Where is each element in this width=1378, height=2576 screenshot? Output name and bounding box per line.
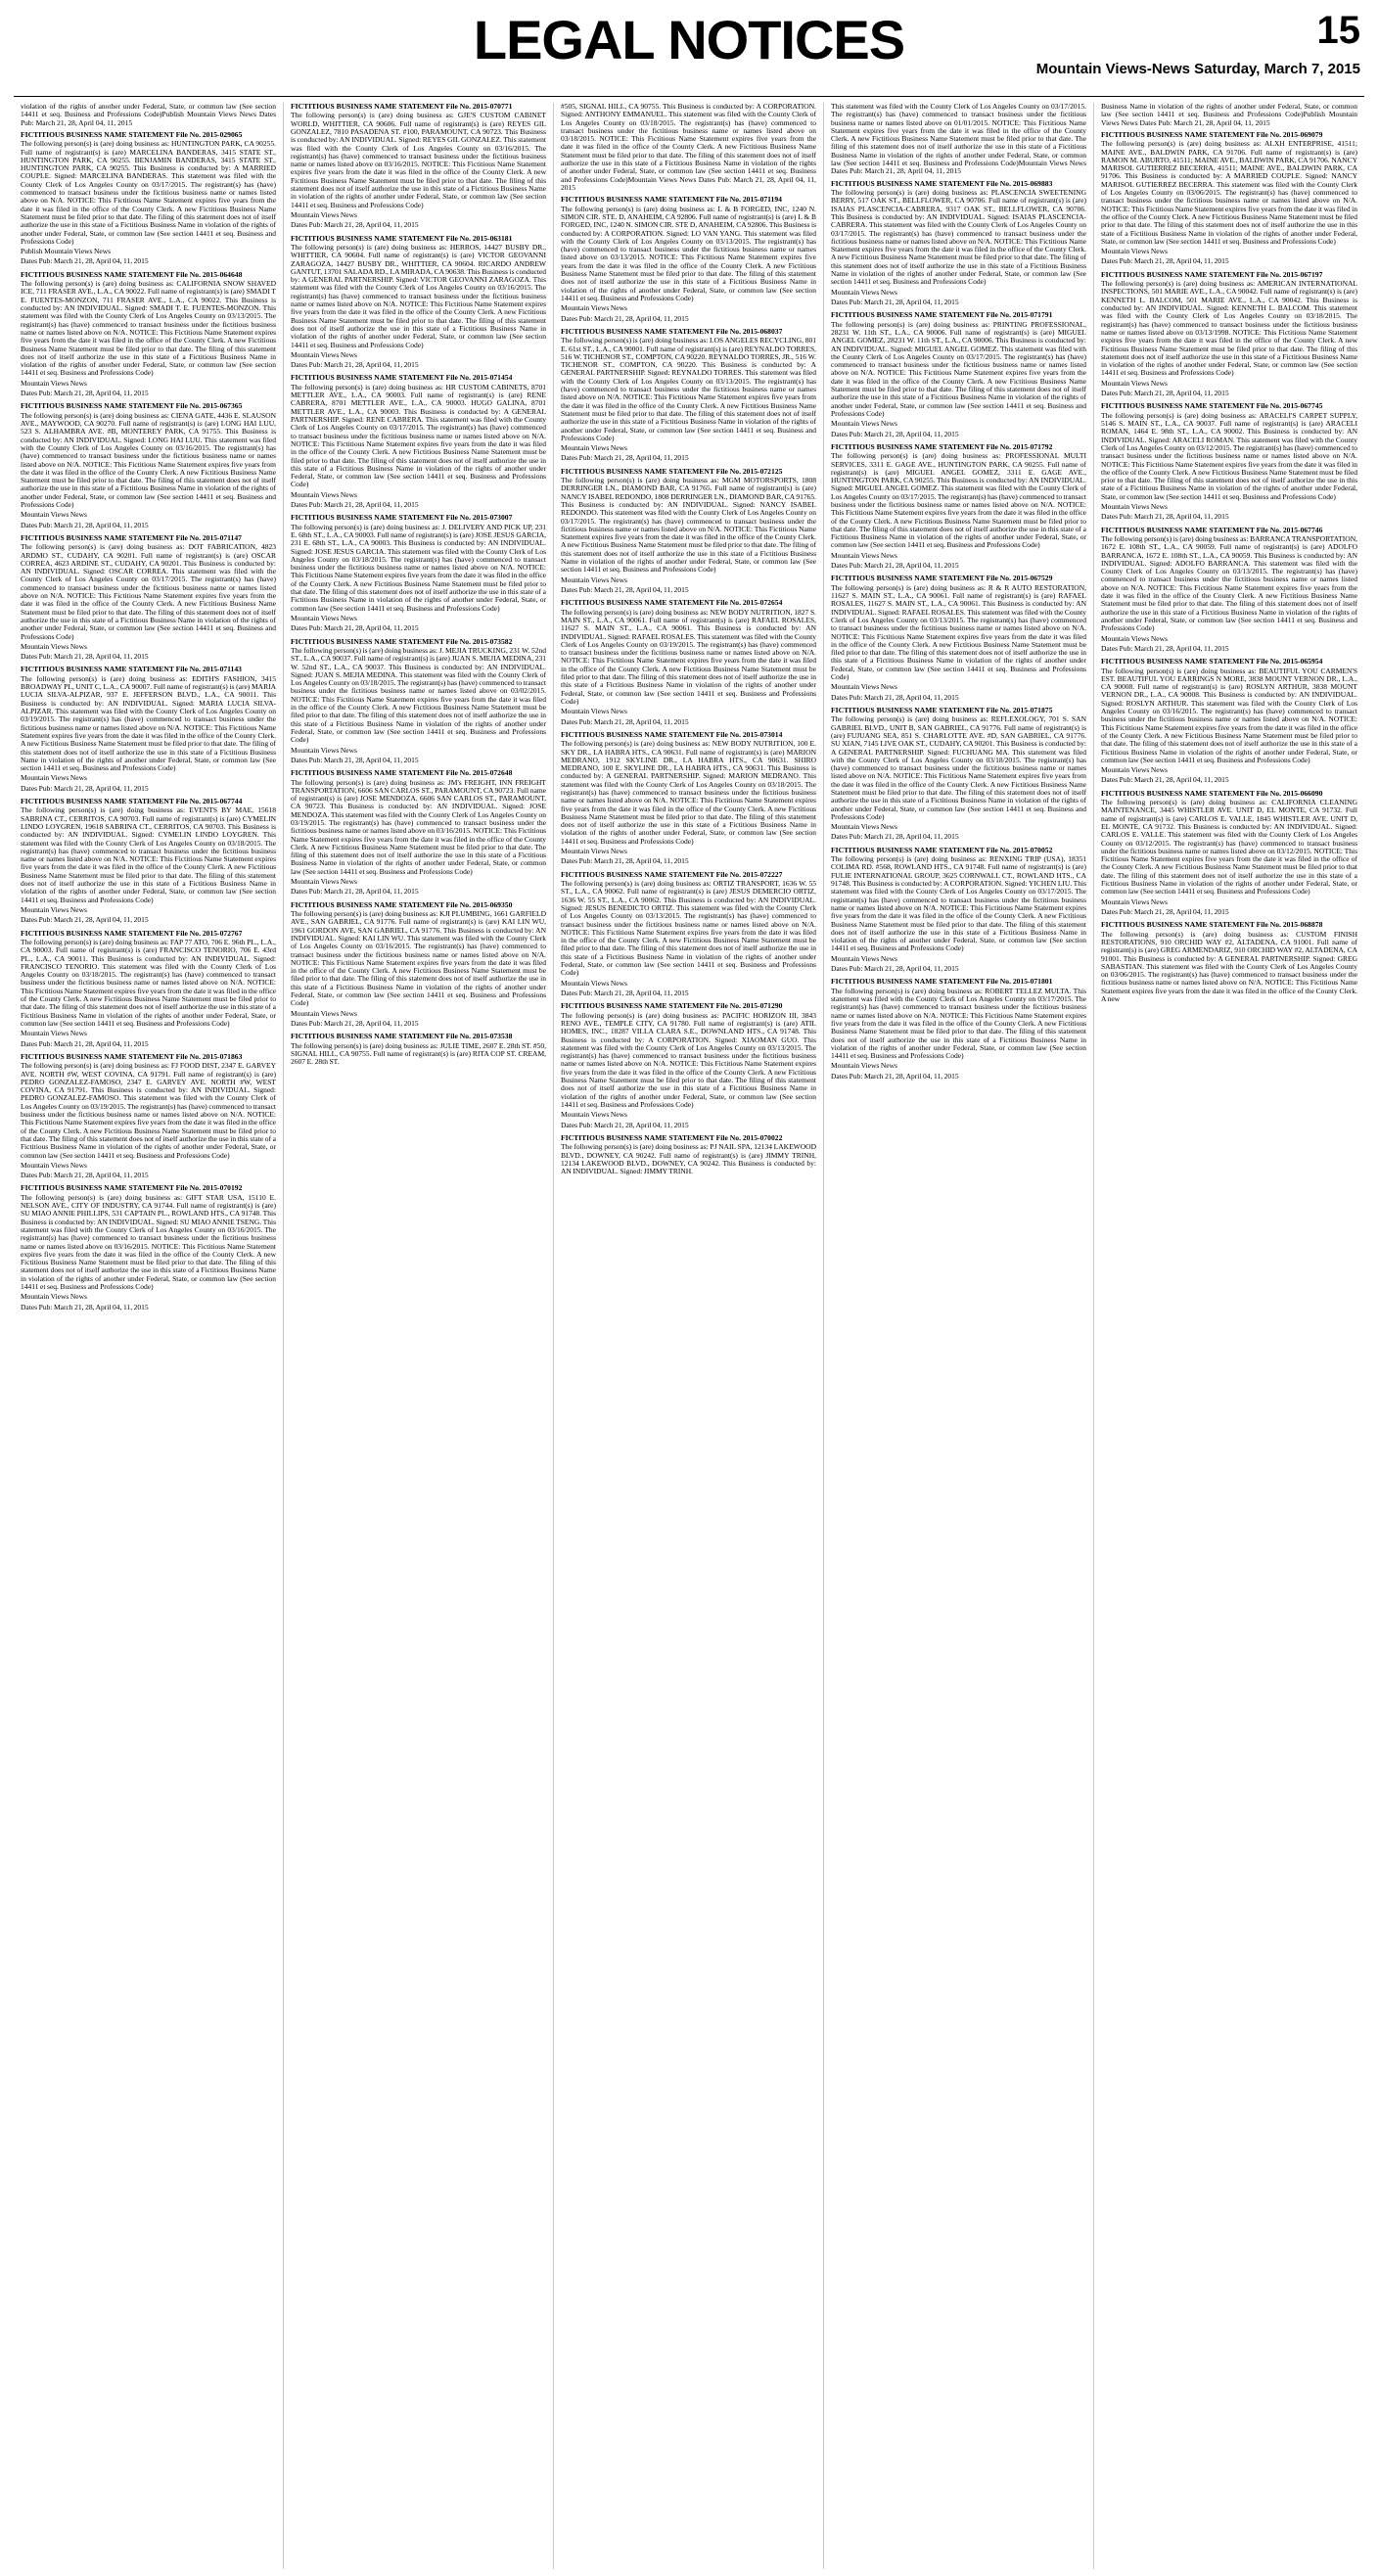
notice-dates: Dates Pub: March 21, 28, April 04, 11, 2015 [1101,389,1229,398]
notice-body: The following person(s) is (are) doing business as: AMERICAN INTERNATIONAL INSPECTIONS, 501 MARIE AVE., L.A., CA 90042. Full name of registrant(s) is (are) KENNETH L. BALCOM, 501 MARIE AVE., L.A., CA 90042. This Business is conducted by: AN INDIVIDUAL. Signed: KENNETH L. BALCOM. This statement was filed with the County Clerk of Los Angeles County on 03/18/2015. The registrant(s) has (have) commenced to transact business under the fictitious business name or names listed above on 03/13/1998. NOTICE: This Fictitious Name Statement expires five years from the date it was filed in the office of the County Clerk. A new Fictitious Business Name Statement must be filed prior to that date. The filing of this statement does not of itself authorize the use in this state of a Fictitious Business Name in violation of the rights of another under Federal, State, or common law (See section 14411 et seq. Business and Professions Code) [1101,279,1357,378]
notice-body: The following person(s) is (are) doing business as: CUSTOM FINISH RESTORATIONS, 910 ORCHID WAY #2, ALTADENA, CA 91001. Full name of registrant(s) is (are) GREG ARMENDARIZ, 910 ORCHID WAY #2, ALTADENA, CA 91001. This Business is conducted by: A GENERAL PARTNERSHIP. Signed: GREG SABASTIAN. This statement was filed with the County Clerk of Los Angeles County on 03/06/2015. The registrant(s) has (have) commenced to transact business under the fictitious business name or names listed above on N/A. NOTICE: This Fictitious Name Statement expires five years from the date it was filed in the office of the County Clerk. A new [1101,929,1357,1004]
column-5 [1094,103,1364,2569]
legal-notice [561,1002,816,1129]
notice-body: The following person(s) is (are) doing business as: ORTIZ TRANSPORT, 1636 W. 55 ST., L.A., CA 90062. Full name of registrant(s) is (are) JESUS DEMERCIO ORTIZ, 1636 W. 55 ST., L.A., CA 90062. This Business is conducted by: AN INDIVIDUAL. Signed: JESUS BENEDICTO ORTIZ. This statement was filed with the County Clerk of Los Angeles County on 03/13/2015. The registrant(s) has (have) commenced to transact business under the fictitious business name or names listed above on N/A. NOTICE: This Fictitious Name Statement expires five years from the date it was filed in the office of the County Clerk. A new Fictitious Business Name Statement must be filed prior to that date. The filing of this statement does not of itself authorize the use in this state of a Fictitious Business Name in violation of the rights of another under Federal, State, or common law (See section 14411 et seq. Business and Professions Code) [561,879,816,978]
legal-notice [1101,790,1357,917]
notice-dates: Dates Pub: March 21, 28, April 04, 11, 2015 [21,1171,149,1180]
notice-publisher: Mountain Views News [291,1008,357,1018]
notice-publisher: Mountain Views News [831,419,897,429]
legal-notice [831,311,1086,438]
notice-body: The following person(s) is (are) doing business as: MGM MOTORSPORTS, 1808 DERRINGER LN., DIAMOND BAR, CA 91765. Full name of registrant(s) is (are) NANCY ISABEL REDONDO, 1808 DERRINGER LN., DIAMOND BAR, CA 91765. This Business is conducted by: AN INDIVIDUAL. Signed: NANCY ISABEL REDONDO. This statement was filed with the County Clerk of Los Angeles County on 03/17/2015. The registrant(s) has (have) commenced to transact business under the fictitious business name or names listed above on N/A. NOTICE: This Fictitious Name Statement expires five years from the date it was filed in the office of the County Clerk. A new Fictitious Business Name Statement must be filed prior to that date. The filing of this statement does not of itself authorize the use in this state of a Fictitious Business Name in violation of the rights of another under Federal, State, or common law (See section 14411 et seq. Business and Professions Code) [561,476,816,575]
notice-dates: Dates Pub: March 21, 28, April 04, 11, 2015 [291,220,419,230]
notice-publisher: Mountain Views News [21,1160,87,1170]
notice-dates: Dates Pub: March 21, 28, April 04, 11, 2015 [21,256,149,266]
legal-notice [21,930,276,1048]
notice-body: The following person(s) is (are) doing business as: RENXING TRIP (USA), 18351 COLIMA RD. #568, ROWLAND HTS., CA 91748. Full name of registrant(s) is (are) FULIE INTERNATIONAL GROUP, 3625 CORNWALL CT., ROWLAND HTS., CA 91748. This Business is conducted by: A CORPORATION. Signed: YICHEN LIU. This statement was filed with the County Clerk of Los Angeles County on 03/17/2015. The registrant(s) has (have) commenced to transact business under the fictitious business name or names listed above on N/A. NOTICE: This Fictitious Name Statement expires five years from the date it was filed in the office of the County Clerk. A new Fictitious Business Name Statement must be filed prior to that date. The filing of this statement does not of itself authorize the use in this state of a Fictitious Business Name in violation of the rights of another under Federal, State, or common law (See section 14411 et seq. Business and Professions Code) [831,854,1086,953]
legal-notice [21,666,276,793]
notice-body: The following person(s) is (are) doing business as: PROFESSIONAL MULTI SERVICES, 3311 E. GAGE AVE., HUNTINGTON PARK, CA 90255. Full name of registrant(s) is (are) MIGUEL ANGEL GOMEZ, 3311 E. GAGE AVE., HUNTINGTON PARK, CA 90255. This Business is conducted by: AN INDIVIDUAL. Signed: MIGUEL ANGEL GOMEZ. This statement was filed with the County Clerk of Los Angeles County on 03/17/2015. The registrant(s) has (have) commenced to transact business under the fictitious business name or names listed above on N/A. NOTICE: This Fictitious Name Statement expires five years from the date it was filed in the office of the County Clerk. A new Fictitious Business Name Statement must be filed prior to that date. The filing of this statement does not of itself authorize the use in this state of a Fictitious Business Name in violation of the rights of another under Federal, State, or common law (See section 14411 et seq. Business and Professions Code) [831,451,1086,550]
notice-dates: Dates Pub: March 21, 28, April 04, 11, 2015 [291,623,419,633]
notice-heading: FICTITIOUS BUSINESS NAME STATEMENT File No. 2015-070052 [831,845,1053,854]
notice-heading: FICTITIOUS BUSINESS NAME STATEMENT File No. 2015-071863 [21,1051,243,1061]
legal-notice [561,468,816,595]
notice-body: The following person(s) is (are) doing business as: CALIFORNIA CLEANING MAINTENANCE, 3445 WHISTLER AVE. UNIT D, EL MONTE, CA 91732. Full name of registrant(s) is (are) CARLOS E. VALLE, 1845 WHISTLER AVE. UNIT D, EL MONTE, CA 91732. This Business is conducted by: AN INDIVIDUAL. Signed: CARLOS E. VALLE. This statement was filed with the County Clerk of Los Angeles County on 03/12/2015. The registrant(s) has (have) commenced to transact business under the fictitious business name or names listed above on 03/12/2015. NOTICE: This Fictitious Name Statement expires five years from the date it was filed in the office of the County Clerk. A new Fictitious Business Name Statement must be filed prior to that date. The filing of this statement does not of itself authorize the use in this state of a Fictitious Business Name in violation of the rights of another under Federal, State, or common law (See section 14411 et seq. Business and Professions Code) [1101,798,1357,897]
legal-notice [291,1033,546,1066]
notice-dates: Dates Pub: March 21, 28, April 04, 11, 2015 [291,887,419,897]
notice-dates: Dates Pub: March 21, 28, April 04, 11, 2015 [21,783,149,793]
publication-info: Mountain Views-News Saturday, March 7, 2015 [1035,61,1360,77]
notice-heading: FICTITIOUS BUSINESS NAME STATEMENT File No. 2015-071143 [21,665,242,674]
notice-heading: FICTITIOUS BUSINESS NAME STATEMENT File No. 2015-069350 [291,899,513,909]
legal-notice [1101,527,1357,654]
legal-notice [291,374,546,509]
notice-dates: Dates Pub: March 21, 28, April 04, 11, 2015 [831,692,959,702]
notice-publisher: Mountain Views News [831,1061,897,1071]
notice-publisher: Mountain Views News [21,904,87,914]
notice-heading: FICTITIOUS BUSINESS NAME STATEMENT File No. 2015-067529 [831,574,1053,583]
notice-publisher: Mountain Views News [831,682,897,692]
notice-publisher: Mountain Views News [831,287,897,297]
notice-dates: Dates Pub: March 21, 28, April 04, 11, 2015 [21,1038,149,1048]
notice-heading: FICTITIOUS BUSINESS NAME STATEMENT File No. 2015-073007 [291,513,513,523]
notice-publisher: Mountain Views News [561,303,627,313]
notice-heading: FICTITIOUS BUSINESS NAME STATEMENT File No. 2015-072648 [291,768,513,778]
notice-publisher: Publish Mountain Views News [21,247,112,256]
notice-body: The following person(s) is (are) doing business as: JULIE TIME, 2607 E. 28th ST. #50, SIGNAL HILL, CA 90755. Full name of registrant(s) is (are) RITA COP ST. CREAM, 2607 E. 28th ST. [291,1040,546,1067]
notice-heading: FICTITIOUS BUSINESS NAME STATEMENT File No. 2015-073582 [291,636,513,646]
legal-notice [291,103,546,230]
notice-dates: Dates Pub: March 21, 28, April 04, 11, 2015 [1101,643,1229,653]
legal-notice [1101,271,1357,398]
legal-notice [291,235,546,370]
notice-publisher: Mountain Views News [1101,765,1168,775]
notice-heading: FICTITIOUS BUSINESS NAME STATEMENT File No. 2015-070192 [21,1183,243,1193]
notice-heading: FICTITIOUS BUSINESS NAME STATEMENT File No. 2015-067746 [1101,525,1323,534]
notice-heading: FICTITIOUS BUSINESS NAME STATEMENT File No. 2015-070022 [561,1132,783,1142]
legal-notice [561,196,816,323]
notice-publisher: Mountain Views News [291,613,357,622]
notice-publisher: Mountain Views News [291,209,357,219]
legal-notice [291,514,546,632]
notice-heading: FICTITIOUS BUSINESS NAME STATEMENT File No. 2015-071194 [561,195,782,205]
notice-heading: FICTITIOUS BUSINESS NAME STATEMENT File No. 2015-072227 [561,869,783,879]
notice-heading: FICTITIOUS BUSINESS NAME STATEMENT File No. 2015-066090 [1101,788,1323,798]
notice-heading: FICTITIOUS BUSINESS NAME STATEMENT File No. 2015-069079 [1101,129,1323,139]
notice-publisher: Mountain Views News [831,550,897,560]
legal-notice [21,131,276,266]
notice-body: The following person(s) is (are) doing business as: J. DELIVERY AND PICK UP, 231 E. 68th ST., L.A., CA 90003. Full name of registrant(s) is (are) JOSE JESUS GARCIA, 231 E. 68th ST., L.A., CA 90003. This Business is conducted by: AN INDIVIDUAL. Signed: JOSE JESUS GARCIA. This statement was filed with the County Clerk of Los Angeles County on 03/18/2015. The registrant(s) has (have) commenced to transact business under the fictitious business name or names listed above on N/A. NOTICE: This Fictitious Name Statement expires five years from the date it was filed in the office of the County Clerk. A new Fictitious Business Name Statement must be filed prior to that date. The filing of this statement does not of itself authorize the use in this state of a Fictitious Business Name in violation of the rights of another under Federal, State, or common law (See section 14411 et seq. Business and Professions Code) [291,522,546,613]
notice-body: The following person(s) is (are) doing business as: HUNTINGTON PARK, CA 90255. Full name of registrant(s) is (are) MARCELINA BANDERAS, 3415 STATE ST., HUNTINGTON PARK, CA 90255. BENJAMIN BANDERAS, 3415 STATE ST., HUNTINGTON PARK, CA 90255. This Business is conducted by: A MARRIED COUPLE. Signed: MARCELINA BANDERAS. This statement was filed with the County Clerk of Los Angeles County on 03/17/2015. The registrant(s) has (have) commenced to transact business under the fictitious business name or names listed above on N/A. NOTICE: This Fictitious Name Statement expires five years from the date it was filed in the office of the County Clerk. A new Fictitious Business Name Statement must be filed prior to that date. The filing of this statement does not of itself authorize the use in this state of a Fictitious Business Name in violation of the rights of another under Federal, State, or common law (See section 14411 et seq. Business and Professions Code) [21,139,276,246]
notice-body: The following person(s) is (are) doing business as: FAP 77 ATO, 706 E. 96th PL., L.A., CA 90003. Full name of registrant(s) is (are) FRANCISCO TENORIO, 706 E. 43rd PL., L.A., CA 90011. This Business is conducted by: AN INDIVIDUAL. Signed: FRANCISCO TENORIO. This statement was filed with the County Clerk of Los Angeles County on 03/18/2015. The registrant(s) has (have) commenced to transact business under the fictitious business name or names listed above on N/A. NOTICE: This Fictitious Name Statement expires five years from the date it was filed in the office of the County Clerk. A new Fictitious Business Name Statement must be filed prior to that date. The filing of this statement does not of itself authorize the use in this state of a Fictitious Business Name in violation of the rights of another under Federal, State, or common law (See section 14411 et seq. Business and Professions Code) [21,937,276,1028]
continued-text: #505, SIGNAL HILL, CA 90755. This Business is conducted by: A CORPORATION. Signed: ANTHONY EMMANUEL. This statement was filed with the County Clerk of Los Angeles County on 03/18/2015. The registrant(s) has (have) commenced to transact business under the fictitious business name or names listed above on 03/18/2015. NOTICE: This Fictitious Name Statement expires five years from the date it was filed in the office of the County Clerk. A new Fictitious Business Name Statement must be filed prior to that date. The filing of this statement does not of itself authorize the use in this state of a Fictitious Business Name in violation of the rights of another under Federal, State, or common law (See section 14411 et seq. Business and Professions Code)Mountain Views News Dates Pub: March 21, 28, April 04, 11, 2015 [561,103,816,192]
notice-heading: FICTITIOUS BUSINESS NAME STATEMENT File No. 2015-067744 [21,797,243,805]
notice-dates: Dates Pub: March 21, 28, April 04, 11, 2015 [291,360,419,370]
notice-dates: Dates Pub: March 21, 28, April 04, 11, 2015 [561,716,689,726]
legal-notice [561,871,816,998]
notice-dates: Dates Pub: March 21, 28, April 04, 11, 2015 [561,856,689,866]
notice-heading: FICTITIOUS BUSINESS NAME STATEMENT File No. 2015-071875 [831,705,1053,714]
notice-body: The following person(s) is (are) doing business as: HR CUSTOM CABINETS, 8701 METTLER AVE., L.A., CA 90003. Full name of registrant(s) is (are) RENE CABRERA, 8701 METTLER AVE., L.A., CA 90003. HUGO GALINA, 8701 METTLER AVE., L.A., CA 90003. This Business is conducted by: A GENERAL PARTNERSHIP. Signed: RENE CABRERA. This statement was filed with the County Clerk of Los Angeles County on 03/17/2015. The registrant(s) has (have) commenced to transact business under the fictitious business name or names listed above on N/A. NOTICE: This Fictitious Name Statement expires five years from the date it was filed in the office of the County Clerk. A new Fictitious Business Name Statement must be filed prior to that date. The filing of this statement does not of itself authorize the use in this state of a Fictitious Business Name in violation of the rights of another under Federal, State, or common law (See section 14411 et seq. Business and Professions Code) [291,382,546,489]
notice-heading: FICTITIOUS BUSINESS NAME STATEMENT File No. 2015-068878 [1101,920,1323,930]
notice-dates: Dates Pub: March 21, 28, April 04, 11, 2015 [561,584,689,594]
notice-body: The following person(s) is (are) doing business as: ROBERT TELLEZ MULTA. This statement was filed with the County Clerk of Los Angeles County on 03/17/2015. The registrant(s) has (have) commenced to transact business under the fictitious business name or names listed above on N/A. NOTICE: This Fictitious Name Statement expires five years from the date it was filed in the office of the County Clerk. A new Fictitious Business Name Statement must be filed prior to that date. The filing of this statement does not of itself authorize the use in this state of a Fictitious Business Name in violation of the rights of another under Federal, State, or common law (See section 14411 et seq. Business and Professions Code) [831,986,1086,1061]
page-number: 15 [1316,9,1360,52]
continued-text: This statement was filed with the County Clerk of Los Angeles County on 03/17/2015. The registrant(s) has (have) commenced to transact business under the fictitious business name or names listed above on 01/01/2015. NOTICE: This Fictitious Name Statement expires five years from the date it was filed in the office of the County Clerk. A new Fictitious Business Name Statement must be filed prior to that date. The filing of this statement does not of itself authorize the use in this state of a Fictitious Business Name in violation of the rights of another under Federal, State, or common law (See section 14411 et seq. Business and Professions Code)Mountain Views News Dates Pub: March 21, 28, April 04, 11, 2015 [831,103,1086,176]
notice-body: The following person(s) is (are) doing business as: ALXH ENTERPRISE, 41511; MAINE AVE., BALDWIN PARK, CA 91706. Full name of registrant(s) is (are) RAMON M. ABURTO, 41511; MAINE AVE., BALDWIN PARK, CA 91706. NANCY MARISOL GUTIERREZ BECERRA, 41511; MAINE AVE., BALDWIN PARK, CA 91706. This Business is conducted by: A MARRIED COUPLE. Signed: NANCY MARISOL GUTIERREZ BECERRA. This statement was filed with the County Clerk of Los Angeles County on 03/06/2015. The registrant(s) has (have) commenced to transact business under the fictitious business name or names listed above on N/A. NOTICE: This Fictitious Name Statement expires five years from the date it was filed in the office of the County Clerk. A new Fictitious Business Name Statement must be filed prior to that date. The filing of this statement does not of itself authorize the use in this state of a Fictitious Business Name in violation of the rights of another under Federal, State, or common law (See section 14411 et seq. Business and Professions Code) [1101,139,1357,246]
notice-heading: FICTITIOUS BUSINESS NAME STATEMENT File No. 2015-072654 [561,598,783,608]
notice-heading: FICTITIOUS BUSINESS NAME STATEMENT File No. 2015-071791 [831,310,1053,320]
header-divider [14,96,1364,97]
notice-body: The following person(s) is (are) doing business as: FJ FOOD DIST, 2347 E. GARVEY AVE. NORTH #W, WEST COVINA, CA 91791. Full name of registrant(s) is (are) PEDRO GONZALEZ-FAMOSO, 2347 E. GARVEY AVE. NORTH #W, WEST COVINA, CA 91791. This Business is conducted by: AN INDIVIDUAL. Signed: PEDRO GONZALEZ-FAMOSO. This statement was filed with the County Clerk of Los Angeles County on 03/19/2015. The registrant(s) has (have) commenced to transact business under the fictitious business name or names listed above on N/A. NOTICE: This Fictitious Name Statement expires five years from the date it was filed in the office of the County Clerk. A new Fictitious Business Name Statement must be filed prior to that date. The filing of this statement does not of itself authorize the use in this state of a Fictitious Business Name in violation of the rights of another under Federal, State, or common law (See section 14411 et seq. Business and Professions Code) [21,1061,276,1160]
notice-heading: FICTITIOUS BUSINESS NAME STATEMENT File No. 2015-071147 [21,532,242,542]
legal-notice [21,1053,276,1180]
notice-body: The following person(s) is (are) doing business as: CALIFORNIA SNOW SHAVED ICE, 711 FRASER AVE., L.A., CA 90022. Full name of registrant(s) is (are) SMADI T E. FUENTES-MONZON, 711 FRASER AVE., L.A., CA 90022. This Business is conducted by: AN INDIVIDUAL. Signed: SMADI T. E. FUENTES-MONZON. This statement was filed with the County Clerk of Los Angeles County on 03/13/2015. The registrant(s) has (have) commenced to transact business under the fictitious business name or names listed above on N/A. NOTICE: This Fictitious Name Statement expires five years from the date it was filed in the office of the County Clerk. A new Fictitious Business Name Statement must be filed prior to that date. The filing of this statement does not of itself authorize the use in this state of a Fictitious Business Name in violation of the rights of another under Federal, State, or common law (See section 14411 et seq. Business and Professions Code) [21,279,276,378]
notice-publisher: Mountain Views News [561,847,627,856]
notice-body: The following person(s) is (are) doing business as: JM's FREIGHT, INN FREIGHT TRANSPORTATION, 6606 SAN CARLOS ST., PARAMOUNT, CA 90723. Full name of registrant(s) is (are) JOSE MENDOZA, 6606 SAN CARLOS ST., PARAMOUNT, CA 90723. This Business is conducted by: AN INDIVIDUAL. Signed: JOSE MENDOZA. This statement was filed with the County Clerk of Los Angeles County on 03/19/2015. The registrant(s) has (have) commenced to transact business under the fictitious business name or names listed above on 03/16/2015. NOTICE: This Fictitious Name Statement expires five years from the date it was filed in the office of the County Clerk. A new Fictitious Business Name Statement must be filed prior to that date. The filing of this statement does not of itself authorize the use in this state of a Fictitious Business Name in violation of the rights of another under Federal, State, or common law (See section 14411 et seq. Business and Professions Code) [291,777,546,876]
notice-publisher: Mountain Views News [561,575,627,584]
notice-publisher: Mountain Views News [561,1110,627,1120]
notice-body: The following person(s) is (are) doing business as: CIENA GATE, 4436 E. SLAUSON AVE., MAYWOOD, CA 90270. Full name of registrant(s) is (are) LONG HAI LUU, 523 S. ALHAMBRA AVE. #B, MONTEREY PARK, CA 91755. This Business is conducted by: AN INDIVIDUAL. Signed: LONG HAI LUU. This statement was filed with the County Clerk of Los Angeles County on 03/16/2015. The registrant(s) has (have) commenced to transact business under the fictitious business name or names listed above on N/A. NOTICE: This Fictitious Name Statement expires five years from the date it was filed in the office of the County Clerk. A new Fictitious Business Name Statement must be filed prior to that date. The filing of this statement does not of itself authorize the use in this state of a Fictitious Business Name in violation of the rights of another under Federal, State, or common law (See section 14411 et seq. Business and Professions Code) [21,410,276,509]
notice-heading: FICTITIOUS BUSINESS NAME STATEMENT File No. 2015-072125 [561,466,783,476]
legal-notice [561,599,816,726]
notice-heading: FICTITIOUS BUSINESS NAME STATEMENT File No. 2015-064648 [21,269,243,279]
notice-body: The following person(s) is (are) doing business as: PACIFIC HORIZON III, 3843 RENO AVE., TEMPLE CITY, CA 91780. Full name of registrant(s) is (are) ATIL HOMES, INC., 18287 VILLA CLARA S.E., DOWNLAND HTS., CA 91748. This Business is conducted by: A CORPORATION. Signed: XIAOMAN GUO. This statement was filed with the County Clerk of Los Angeles County on 03/13/2015. The registrant(s) has (have) commenced to transact business under the fictitious business name or names listed above on N/A. NOTICE: This Fictitious Name Statement expires five years from the date it was filed in the office of the County Clerk. A new Fictitious Business Name Statement must be filed prior to that date. The filing of this statement does not of itself authorize the use in this state of a Fictitious Business Name in violation of the rights of another under Federal, State, or common law (See section 14411 et seq. Business and Professions Code) [561,1010,816,1109]
notice-heading: FICTITIOUS BUSINESS NAME STATEMENT File No. 2015-073014 [561,729,783,739]
legal-notice [831,707,1086,842]
notice-publisher: Mountain Views News [291,349,357,359]
legal-notice [21,402,276,529]
notice-body: The following person(s) is (are) doing business as: NEW BODY NUTRITION, 100 E. SKY DR., LA HABRA HTS., CA 90631. Full name of registrant(s) is (are) MARION MEDRANO, 1912 SKYLINE DR., LA HABRA HTS., CA 90631. SHIRO MEDRANO, 100 E. SKYLINE DR., LA HABRA HTS., CA 90631. This Business is conducted by: A GENERAL PARTNERSHIP. Signed: MARION MEDRANO. This statement was filed with the County Clerk of Los Angeles County on 03/18/2015. The registrant(s) has (have) commenced to transact business under the fictitious business name or names listed above on N/A. NOTICE: This Fictitious Name Statement expires five years from the date it was filed in the office of the County Clerk. A new Fictitious Business Name Statement must be filed prior to that date. The filing of this statement does not of itself authorize the use in this state of a Fictitious Business Name in violation of the rights of another under Federal, State, or common law (See section 14411 et seq. Business and Professions Code) [561,739,816,846]
notice-heading: FICTITIOUS BUSINESS NAME STATEMENT File No. 2015-070771 [291,103,513,111]
notice-dates: Dates Pub: March 21, 28, April 04, 11, 2015 [831,964,959,974]
notice-dates: Dates Pub: March 21, 28, April 04, 11, 2015 [831,1071,959,1081]
notice-dates: Dates Pub: March 21, 28, April 04, 11, 2015 [831,832,959,842]
notice-dates: Dates Pub: March 21, 28, April 04, 11, 2015 [21,389,149,398]
notice-publisher: Mountain Views News [291,877,357,887]
notice-dates: Dates Pub: March 21, 28, April 04, 11, 2015 [291,755,419,764]
notice-body: The following person(s) is (are) doing business as: PRINTING PROFESSIONAL, 28231 W. 11th ST., L.A., CA 90006. Full name of registrant(s) is (are) MIGUEL ANGEL GOMEZ, 28231 W. 11th ST., L.A., CA 90006. This Business is conducted by: AN INDIVIDUAL. Signed: MIGUEL ANGEL GOMEZ. This statement was filed with the County Clerk of Los Angeles County on 03/17/2015. The registrant(s) has (have) commenced to transact business under the fictitious business name or names listed above on N/A. NOTICE: This Fictitious Name Statement expires five years from the date it was filed in the office of the County Clerk. A new Fictitious Business Name Statement must be filed prior to that date. The filing of this statement does not of itself authorize the use in this state of a Fictitious Business Name in violation of the rights of another under Federal, State, or common law (See section 14411 et seq. Business and Professions Code) [831,319,1086,418]
notice-dates: Dates Pub: March 21, 28, April 04, 11, 2015 [561,988,689,997]
notice-publisher: Mountain Views News [1101,633,1168,643]
notice-body: The following person(s) is (are) doing business as: GJE'S CUSTOM CABINET WORLD, WHITTIER, CA 90606. Full name of registrant(s) is (are) REYES GIL GONZALEZ, 7810 PASADENA ST. #100, PARAMOUNT, CA 90723. This Business is conducted by: AN INDIVIDUAL. Signed: REYES GIL GONZALEZ. This statement was filed with the County Clerk of Los Angeles County on 03/16/2015. The registrant(s) has (have) commenced to transact business under the fictitious business name or names listed above on 03/16/2015. NOTICE: This Fictitious Name Statement expires five years from the date it was filed in the office of the County Clerk. A new Fictitious Business Name Statement must be filed prior to that date. The filing of this statement does not of itself authorize the use in this state of a Fictitious Business Name in violation of the rights of another under Federal, State, or common law (See section 14411 et seq. Business and Professions Code) [291,111,546,209]
column-3 [554,103,824,2569]
legal-notice [1101,402,1357,521]
notice-heading: FICTITIOUS BUSINESS NAME STATEMENT File No. 2015-071454 [291,373,513,383]
notice-dates: Dates Pub: March 21, 28, April 04, 11, 2015 [561,453,689,463]
notice-body: The following person(s) is (are) doing business as: LOS ANGELES RECYCLING, 801 E. 61st ST., L.A., CA 90001. Full name of registrant(s) is (are) REYNALDO TORRES, 516 W. TICHENOR ST., COMPTON, CA 90220. REYNALDO TORRES, JR., 516 W. TICHENOR ST., COMPTON, CA 90220. This Business is conducted by: A GENERAL PARTNERSHIP. Signed: REYNALDO TORRES. This statement was filed with the County Clerk of Los Angeles County on 03/13/2015. The registrant(s) has (have) commenced to transact business under the fictitious business name or names listed above on N/A. NOTICE: This Fictitious Name Statement expires five years from the date it was filed in the office of the County Clerk. A new Fictitious Business Name Statement must be filed prior to that date. The filing of this statement does not of itself authorize the use in this state of a Fictitious Business Name in violation of the rights of another under Federal, State, or common law (See section 14411 et seq. Business and Professions Code) [561,336,816,442]
notice-publisher: Mountain Views News [21,773,87,783]
notice-publisher: Mountain Views News [21,1029,87,1038]
notice-publisher: Mountain Views News [21,510,87,520]
notice-heading: FICTITIOUS BUSINESS NAME STATEMENT File No. 2015-067197 [1101,269,1323,279]
legal-notice [561,731,816,866]
notice-body: The following person(s) is (are) doing business as: ARACELI'S CARPET SUPPLY, 5146 S. MAIN ST., L.A., CA 90037. Full name of registrant(s) is (are) ARACELI ROMAN, 1464 E. 98th ST., L.A., CA 90002. This Business is conducted by: AN INDIVIDUAL. Signed: ARACELI ROMAN. This statement was filed with the County Clerk of Los Angeles County on 03/12/2015. The registrant(s) has (have) commenced to transact business under the fictitious business name or names listed above on N/A. NOTICE: This Fictitious Name Statement expires five years from the date it was filed in the office of the County Clerk. A new Fictitious Business Name Statement must be filed prior to that date. The filing of this statement does not of itself authorize the use in this state of a Fictitious Business Name in violation of the rights of another under Federal, State, or common law (See section 14411 et seq. Business and Professions Code) [1101,410,1357,501]
notice-heading: FICTITIOUS BUSINESS NAME STATEMENT File No. 2015-068037 [561,326,783,336]
notice-publisher: Mountain Views News [561,707,627,716]
notice-heading: FICTITIOUS BUSINESS NAME STATEMENT File No. 2015-071792 [831,441,1053,451]
notice-publisher: Mountain Views News [1101,897,1168,906]
notice-body: The following person(s) is (are) doing business as: J. MEJIA TRUCKING, 231 W. 52nd ST., L.A., CA 90037. Full name of registrant(s) is (are) JUAN S. MEJIA MEDINA, 231 W. 52nd ST., L.A., CA 90037. This Business is conducted by: AN INDIVIDUAL. Signed: JUAN S. MEJIA MEDINA. This statement was filed with the County Clerk of Los Angeles County on 03/18/2015. The registrant(s) has (have) commenced to transact business under the fictitious business name or names listed above on 03/02/2015. NOTICE: This Fictitious Name Statement expires five years from the date it was filed in the office of the County Clerk. A new Fictitious Business Name Statement must be filed prior to that date. The filing of this statement does not of itself authorize the use in this state of a Fictitious Business Name in violation of the rights of another under Federal, State, or common law (See section 14411 et seq. Business and Professions Code) [291,645,546,745]
notice-heading: FICTITIOUS BUSINESS NAME STATEMENT File No. 2015-071801 [831,977,1053,987]
notice-columns [14,103,1364,2569]
notice-body: The following person(s) is (are) doing business as: PLASCENCIA SWEETENING BERRY, 517 OAK ST., BELLFLOWER, CA 90706. Full name of registrant(s) is (are) ISAIAS PLASCENCIA-CABRERA, 9317 OAK ST., BELLFLOWER, CA 90706. This Business is conducted by: AN INDIVIDUAL. Signed: ISAIAS PLASCENCIA-CABRERA. This statement was filed with the County Clerk of Los Angeles County on 03/17/2015. The registrant(s) has (have) commenced to transact business under the fictitious business name or names listed above on N/A. NOTICE: This Fictitious Name Statement expires five years from the date it was filed in the office of the County Clerk. A new Fictitious Business Name Statement must be filed prior to that date. The filing of this statement does not of itself authorize the use in this state of a Fictitious Business Name in violation of the rights of another under Federal, State, or common law (See section 14411 et seq. Business and Professions Code) [831,188,1086,287]
notice-dates: Dates Pub: March 21, 28, April 04, 11, 2015 [291,1018,419,1028]
notice-dates: Dates Pub: March 21, 28, April 04, 11, 2015 [1101,512,1229,522]
notice-body: The following person(s) is (are) doing business as: EVENTS BY MAE, 15618 SABRINA CT., CERRITOS, CA 90703. Full name of registrant(s) is (are) CYMELIN LINDO LOYGREN, 19618 SABRINA CT., CERRITOS, CA 90703. This Business is conducted by: AN INDIVIDUAL. Signed: CYMELIN LINDO LOYGREN. This statement was filed with the County Clerk of Los Angeles County on 03/18/2015. The registrant(s) has (have) commenced to transact business under the fictitious business name or names listed above on N/A. NOTICE: This Fictitious Name Statement expires five years from the date it was filed in the office of the County Clerk. A new Fictitious Business Name Statement must be filed prior to that date. The filing of this statement does not of itself authorize the use in this state of a Fictitious Business Name in violation of the rights of another under Federal, State, or common law (See section 14411 et seq. Business and Professions Code) [21,805,276,904]
legal-notice [831,978,1086,1081]
legal-notice [21,798,276,925]
notice-heading: FICTITIOUS BUSINESS NAME STATEMENT File No. 2015-065954 [1101,657,1323,667]
notice-publisher: Mountain Views News [561,978,627,988]
legal-notice [21,1184,276,1311]
notice-publisher: Mountain Views News [21,641,87,651]
notice-dates: Dates Pub: March 21, 28, April 04, 11, 2015 [21,652,149,662]
notice-dates: Dates Pub: March 21, 28, April 04, 11, 2015 [831,297,959,306]
legal-notice [21,534,276,662]
notice-body: The following person(s) is (are) doing business as: PJ NAIL SPA, 12134 LAKEWOOD BLVD., DOWNEY, CA 90242. Full name of registrant(s) is (are) JIMMY TRINH, 12134 LAKEWOOD BLVD., DOWNEY, CA 90242. This Business is conducted by: AN INDIVIDUAL. Signed: JIMMY TRINH. [561,1142,816,1176]
notice-body: The following person(s) is (are) doing business as: REFLEXOLOGY, 701 S. SAN GABRIEL BLVD., UNIT B, SAN GABRIEL, CA 91776. Full name of registrant(s) is (are) FUJUANG SEA, 851 S. CHARLOTTE AVE. #D, SAN GABRIEL, CA 91776. SU XIAN, 7145 LIVE OAK ST., CUDAHY, CA 90201. This Business is conducted by: A GENERAL PARTNERSHIP. Signed: FUCHUANG MA. This statement was filed with the County Clerk of Los Angeles County on 03/18/2015. The registrant(s) has (have) commenced to transact business under the fictitious business name or names listed above on N/A. NOTICE: This Fictitious Name Statement expires five years from the date it was filed in the office of the County Clerk. A new Fictitious Business Name Statement must be filed prior to that date. The filing of this statement does not of itself authorize the use in this state of a Fictitious Business Name in violation of the rights of another under Federal, State, or common law (See section 14411 et seq. Business and Professions Code) [831,714,1086,821]
legal-notice [831,847,1086,974]
notice-dates: Dates Pub: March 21, 28, April 04, 11, 2015 [21,1302,149,1311]
column-2 [284,103,554,2569]
legal-notice [1101,921,1357,1003]
notice-dates: Dates Pub: March 21, 28, April 04, 11, 2015 [1101,775,1229,785]
notice-body: The following person(s) is (are) doing business as: L & B FORGED, INC, 1240 N. SIMON CIR. STE. D, ANAHEIM, CA 92806. Full name of registrant(s) is (are) L & B FORGED, INC, 1240 N. SIMON CIR. STE D, ANAHEIM, CA 92806. This Business is conducted by: A CORPORATION. Signed: LO VAN YANG. This statement was filed with the County Clerk of Los Angeles County on 03/13/2015. The registrant(s) has (have) commenced to transact business under the fictitious business name or names listed above on 03/13/2015. NOTICE: This Fictitious Name Statement expires five years from the date it was filed in the office of the County Clerk. A new Fictitious Business Name Statement must be filed prior to that date. The filing of this statement does not of itself authorize the use in this state of a Fictitious Business Name in violation of the rights of another under Federal, State, or common law (See section 14411 et seq. Business and Professions Code) [561,204,816,302]
notice-body: The following person(s) is (are) doing business as: BEAUTIFUL YOU CARMEN'S EST. BEAUTIFUL YOU EARRINGS N MORE, 3838 MOUNT VERNON DR., L.A., CA 90008. Full name of registrant(s) is (are) ROSLYN ARTHUR, 3838 MOUNT VERNON DR., L.A., CA 90008. This Business is conducted by: AN INDIVIDUAL. Signed: ROSLYN ARTHUR. This statement was filed with the County Clerk of Los Angeles County on 03/16/2015. The registrant(s) has (have) commenced to transact business under the fictitious business name or names listed above on N/A. NOTICE: This Fictitious Name Statement expires five years from the date it was filed in the office of the County Clerk. A new Fictitious Business Name Statement must be filed prior to that date. The filing of this statement does not of itself authorize the use in this state of a Fictitious Business Name in violation of the rights of another under Federal, State, or common law (See section 14411 et seq. Business and Professions Code) [1101,666,1357,764]
legal-notice [831,443,1086,571]
notice-body: The following person(s) is (are) doing business as: HERROS, 14427 BUSBY DR., WHITTIER, CA 90604. Full name of registrant(s) is (are) VICTOR GEOVANNI ZARAGOZA, 14427 BUSBY DR., WHITTIER, CA 90604. RICARDO ANDREW GANTUT, 13701 SALADA RD., LA MIRADA, CA 90638. This Business is conducted by: A GENERAL PARTNERSHIP. Signed: VICTOR GEOVANNI ZARAGOZA. This statement was filed with the County Clerk of Los Angeles County on 03/16/2015. The registrant(s) has (have) commenced to transact business under the fictitious business name or names listed above on N/A. NOTICE: This Fictitious Name Statement expires five years from the date it was filed in the office of the County Clerk. A new Fictitious Business Name Statement must be filed prior to that date. The filing of this statement does not of itself authorize the use in this state of a Fictitious Business Name in violation of the rights of another under Federal, State, or common law (See section 14411 et seq. Business and Professions Code) [291,242,546,349]
legal-notice [21,271,276,398]
notice-body: The following person(s) is (are) doing business as: GIFT STAR USA, 15110 E. NELSON AVE., CITY OF INDUSTRY, CA 91744. Full name of registrant(s) is (are) SU MIAO ANNIE PHILLIPS, 531 CAPTAIN PL., ROWLAND HTS., CA 91748. This Business is conducted by: AN INDIVIDUAL. Signed: SU MIAO ANNIE TSENG. This statement was filed with the County Clerk of Los Angeles County on 03/16/2015. The registrant(s) has (have) commenced to transact business under the fictitious business name or names listed above on 03/16/2015. NOTICE: This Fictitious Name Statement expires five years from the date it was filed in the office of the County Clerk. A new Fictitious Business Name Statement must be filed prior to that date. The filing of this statement does not of itself authorize the use in this state of a Fictitious Business Name in violation of the rights of another under Federal, State, or common law (See section 14411 et seq. Business and Professions Code) [21,1192,276,1292]
notice-body: The following person(s) is (are) doing business as: DOT FABRICATION, 4823 ARDMO ST., CUDAHY, CA 90201. Full name of registrant(s) is (are) OSCAR CORREA, 4623 ARDINE ST., CUDAHY, CA 90201. This Business is conducted by: AN INDIVIDUAL. Signed: OSCAR CORREA. This statement was filed with the County Clerk of Los Angeles County on 03/17/2015. The registrant(s) has (have) commenced to transact business under the fictitious business name or names listed above on N/A. NOTICE: This Fictitious Name Statement expires five years from the date it was filed in the office of the County Clerk. A new Fictitious Business Name Statement must be filed prior to that date. The filing of this statement does not of itself authorize the use in this state of a Fictitious Business Name in violation of the rights of another under Federal, State, or common law (See section 14411 et seq. Business and Professions Code) [21,542,276,641]
legal-notice [561,1134,816,1176]
notice-publisher: Mountain Views News [1101,501,1168,511]
notice-heading: FICTITIOUS BUSINESS NAME STATEMENT File No. 2015-029065 [21,129,243,139]
notice-publisher: Mountain Views News [291,745,357,755]
masthead [14,10,1364,94]
column-1 [14,103,284,2569]
notice-heading: FICTITIOUS BUSINESS NAME STATEMENT File No. 2015-073538 [291,1032,513,1041]
notice-publisher: Mountain Views News [831,953,897,963]
notice-body: The following person(s) is (are) doing business as: EDITH'S FASHION, 3415 BROADWAY PL, UNIT C, L.A., CA 90007. Full name of registrant(s) is (are) MARIA LUCIA SILVA-ALPIZAR, 937 E. JEFFERSON BLVD., L.A., CA 90011. This Business is conducted by: AN INDIVIDUAL. Signed: MARIA LUCIA SILVA-ALPIZAR. This statement was filed with the County Clerk of Los Angeles County on 03/19/2015. The registrant(s) has (have) commenced to transact business under the fictitious business name or names listed above on N/A. NOTICE: This Fictitious Name Statement expires five years from the date it was filed in the office of the County Clerk. A new Fictitious Business Name Statement must be filed prior to that date. The filing of this statement does not of itself authorize the use in this state of a Fictitious Business Name in violation of the rights of another under Federal, State, or common law (See section 14411 et seq. Business and Professions Code) [21,673,276,773]
legal-notice [291,901,546,1029]
notice-heading: FICTITIOUS BUSINESS NAME STATEMENT File No. 2015-063181 [291,233,513,243]
notice-body: The following person(s) is (are) doing business as: KJI PLUMBING, 1661 GARFIELD AVE., SAN GABRIEL, CA 91776. Full name of registrant(s) is (are) KAI LIN WU, 1961 GORDON AVE, SAN GABRIEL, CA 91776. This Business is conducted by: AN INDIVIDUAL. Signed: KAI LIN WU. This statement was filed with the County Clerk of Los Angeles County on 03/16/2015. The registrant(s) has (have) commenced to transact business under the fictitious business name or names listed above on N/A. NOTICE: This Fictitious Name Statement expires five years from the date it was filed in the office of the County Clerk. A new Fictitious Business Name Statement must be filed prior to that date. The filing of this statement does not of itself authorize the use in this state of a Fictitious Business Name in violation of the rights of another under Federal, State, or common law (See section 14411 et seq. Business and Professions Code) [291,909,546,1008]
legal-notice [291,769,546,897]
notice-publisher: Mountain Views News [831,822,897,832]
legal-notice [831,575,1086,702]
continued-text: violation of the rights of another under Federal, State, or common law (See section 14411 et seq. Business and Professions Code)Publish Mountain Views News Dates Pub: March 21, 28, April 04, 11, 2015 [21,103,276,127]
notice-heading: FICTITIOUS BUSINESS NAME STATEMENT File No. 2015-072767 [21,928,243,938]
continued-text: Business Name in violation of the rights of another under Federal, State, or common law (See section 14411 et seq. Business and Professions Code)Publish Mountain Views News Dates Pub: March 21, 28, April 04, 11, 2015 [1101,103,1357,127]
notice-heading: FICTITIOUS BUSINESS NAME STATEMENT File No. 2015-067745 [1101,401,1323,411]
notice-publisher: Mountain Views News [1101,378,1168,388]
notice-dates: Dates Pub: March 21, 28, April 04, 11, 2015 [561,313,689,323]
notice-body: The following person(s) is (are) doing business as: NEW BODY NUTRITION, 1827 S. MAIN ST., L.A., CA 90061. Full name of registrant(s) is (are) RAFAEL ROSALES, 11627 S. MAIN ST., L.A., CA 90061. This Business is conducted by: AN INDIVIDUAL. Signed: RAFAEL ROSALES. This statement was filed with the County Clerk of Los Angeles County on 03/19/2015. The registrant(s) has (have) commenced to transact business under the fictitious business name or names listed above on N/A. NOTICE: This Fictitious Name Statement expires five years from the date it was filed in the office of the County Clerk. A new Fictitious Business Name Statement must be filed prior to that date. The filing of this statement does not of itself authorize the use in this state of a Fictitious Business Name in violation of the rights of another under Federal, State, or common law (See section 14411 et seq. Business and Professions Code) [561,607,816,706]
notice-dates: Dates Pub: March 21, 28, April 04, 11, 2015 [1101,906,1229,916]
legal-notice [1101,658,1357,785]
notice-body: The following person(s) is (are) doing business as: R & R AUTO RESTORATION, 11627 S. MAIN ST., L.A., CA 90061. Full name of registrant(s) is (are) RAFAEL ROSALES, 11627 S. MAIN ST., L.A., CA 90061. This Business is conducted by: AN INDIVIDUAL. Signed: RAFAEL ROSALES. This statement was filed with the County Clerk of Los Angeles County on 03/13/2015. The registrant(s) has (have) commenced to transact business under the fictitious business name or names listed above on N/A. NOTICE: This Fictitious Name Statement expires five years from the date it was filed in the office of the County Clerk. A new Fictitious Business Name Statement must be filed prior to that date. The filing of this statement does not of itself authorize the use in this state of a Fictitious Business Name in violation of the rights of another under Federal, State, or common law (See section 14411 et seq. Business and Professions Code) [831,582,1086,682]
notice-dates: Dates Pub: March 21, 28, April 04, 11, 2015 [291,499,419,509]
notice-dates: Dates Pub: March 21, 28, April 04, 11, 2015 [831,561,959,571]
legal-notice [1101,131,1357,266]
page-title: LEGAL NOTICES [473,9,905,70]
legal-notice [561,328,816,463]
notice-heading: FICTITIOUS BUSINESS NAME STATEMENT File No. 2015-069883 [831,178,1053,188]
notice-body: The following person(s) is (are) doing business as: BARRANCA TRANSPORTATION, 1672 E. 108th ST., L.A., CA 90059. Full name of registrant(s) is (are) ADOLFO BARRANCA, 1672 E. 108th ST., L.A., CA 90059. This Business is conducted by: AN INDIVIDUAL. Signed: ADOLFO BARRANCA. This statement was filed with the County Clerk of Los Angeles County on 03/13/2015. The registrant(s) has (have) commenced to transact business under the fictitious business name or names listed above on N/A. NOTICE: This Fictitious Name Statement expires five years from the date it was filed in the office of the County Clerk. A new Fictitious Business Name Statement must be filed prior to that date. The filing of this statement does not of itself authorize the use in this state of a Fictitious Business Name in violation of the rights of another under Federal, State, or common law (See section 14411 et seq. Business and Professions Code) [1101,533,1357,633]
notice-heading: FICTITIOUS BUSINESS NAME STATEMENT File No. 2015-067365 [21,401,243,411]
notice-publisher: Mountain Views News [1101,247,1168,256]
legal-notice [831,180,1086,307]
column-4 [824,103,1094,2569]
notice-publisher: Mountain Views News [21,1292,87,1302]
notice-heading: FICTITIOUS BUSINESS NAME STATEMENT File No. 2015-071290 [561,1001,783,1011]
notice-dates: Dates Pub: March 21, 28, April 04, 11, 2015 [1101,256,1229,266]
notice-publisher: Mountain Views News [561,443,627,453]
notice-dates: Dates Pub: March 21, 28, April 04, 11, 2015 [21,520,149,529]
notice-publisher: Mountain Views News [291,489,357,499]
notice-dates: Dates Pub: March 21, 28, April 04, 11, 2015 [561,1120,689,1129]
notice-publisher: Mountain Views News [21,378,87,388]
notice-dates: Dates Pub: March 21, 28, April 04, 11, 2015 [21,915,149,925]
legal-notice [291,638,546,765]
notice-dates: Dates Pub: March 21, 28, April 04, 11, 2015 [831,429,959,438]
